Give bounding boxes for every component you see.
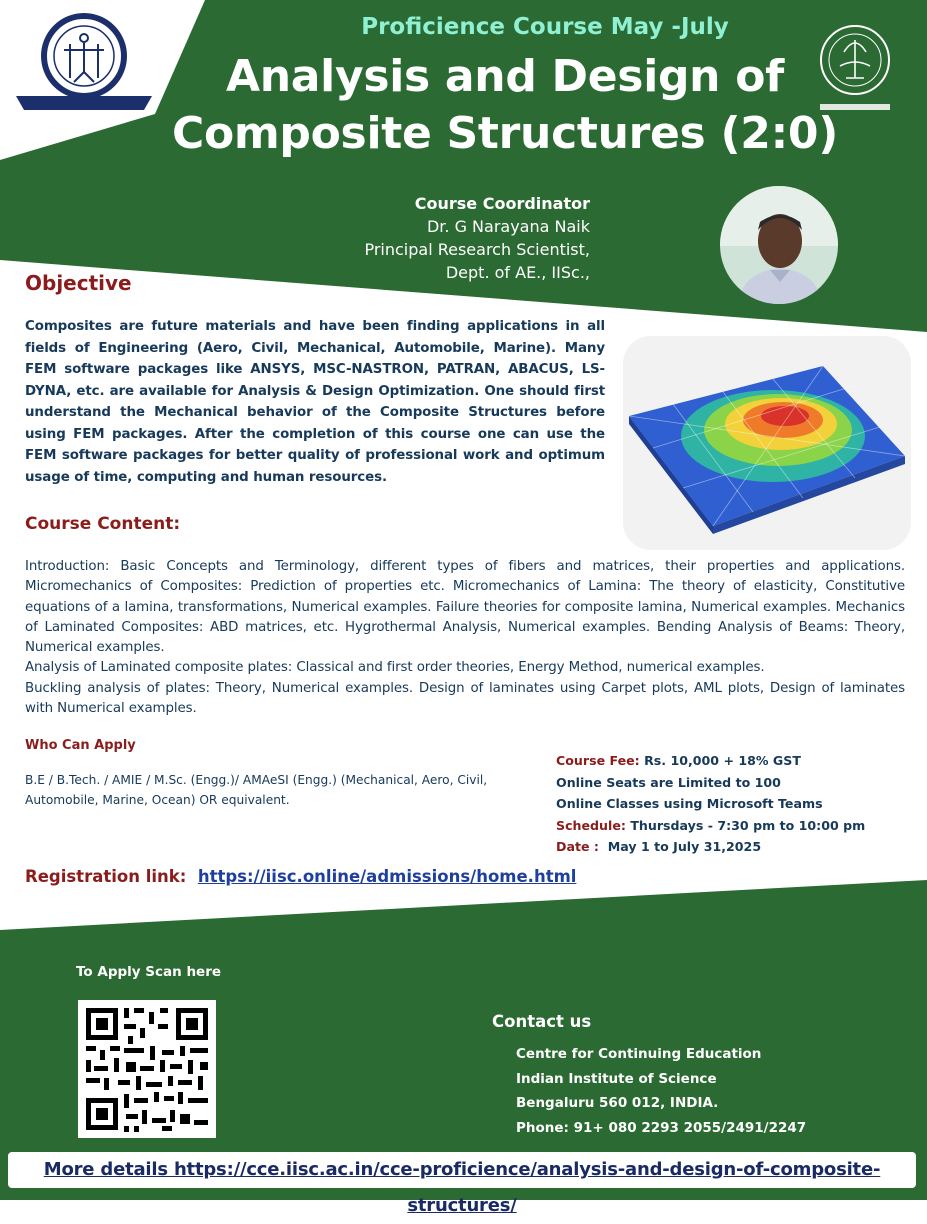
schedule-label: Schedule: — [556, 817, 626, 833]
course-content-heading: Course Content: — [25, 514, 181, 534]
coordinator-photo — [720, 186, 838, 304]
date-value: May 1 to July 31,2025 — [607, 839, 762, 854]
scan-label: To Apply Scan here — [76, 964, 222, 980]
course-details — [556, 750, 916, 858]
course-subtitle: Proficience Course May -July — [361, 14, 729, 40]
contact-line-2: Indian Institute of Science — [516, 1070, 717, 1087]
schedule-row — [556, 815, 916, 837]
contact-line-1: Centre for Continuing Education — [516, 1046, 762, 1062]
schedule-value: Thursdays - 7:30 pm to 10:00 pm — [630, 817, 866, 833]
who-can-apply-heading: Who Can Apply — [25, 738, 136, 753]
coordinator-dept: Dept. of AE., IISc., — [445, 263, 590, 282]
who-can-apply-text: B.E / B.Tech. / AMIE / M.Sc. (Engg.)/ AMAeSI (Engg.) (Mechanical, Aero, Civil, Automobile, Marine, Ocean) OR equivalent. — [25, 773, 488, 807]
registration-label: Registration link: — [25, 867, 187, 886]
registration-row — [25, 867, 576, 886]
coordinator-position: Principal Research Scientist, — [364, 240, 590, 259]
coordinator-heading: Course Coordinator — [414, 194, 590, 213]
content-paragraph-3: Buckling analysis of plates: Theory, Numerical examples. Design of laminates using Carpet plots, AML plots, Design of laminates with Numerical examples. — [25, 680, 905, 717]
classes-text: Online Classes using Microsoft Teams — [556, 796, 823, 811]
objective-text: Composites are future materials and have been finding applications in all fields of Engineering (Aero, Civil, Mechanical, Automobile, Marine). Many FEM software packages like ANSYS, MSC-NASTRON, PATRAN, ABACUS, LS-DYNA, etc. are available for Analysis & Design Optimization. One should first understand the Mechanical behavior of the Composite Structures before using FEM packages. After the completion of this course one can use the FEM software packages for better quality of professional work and optimum usage of time, computing and human resources. — [25, 319, 605, 485]
contact-heading: Contact us — [492, 1012, 592, 1031]
seats-text: Online Seats are Limited to 100 — [556, 774, 781, 790]
registration-qr-code[interactable] — [78, 1000, 216, 1138]
coordinator-block — [330, 192, 590, 284]
course-content-text — [25, 557, 905, 719]
contact-details — [516, 1042, 806, 1140]
date-row — [556, 836, 916, 858]
contact-phone: Phone: 91+ 080 2293 2055/2491/2247 — [516, 1119, 807, 1136]
cce-logo — [14, 10, 154, 114]
date-label: Date : — [556, 839, 599, 854]
fee-label: Course Fee: — [556, 753, 640, 768]
course-title — [160, 48, 850, 162]
registration-link[interactable]: https://iisc.online/admissions/home.html — [197, 867, 577, 886]
fee-row — [556, 750, 916, 772]
content-paragraph-2: Analysis of Laminated composite plates: Classical and first order theories, Energy Method, numerical examples. — [25, 660, 765, 676]
title-line-1: Analysis and Design of — [226, 51, 784, 102]
more-details-link[interactable]: More details https://cce.iisc.ac.in/cce-proficience/analysis-and-design-of-composite-structures/ — [8, 1152, 916, 1188]
fem-structure-image — [623, 336, 911, 550]
fee-value: Rs. 10,000 + 18% GST — [644, 753, 801, 768]
coordinator-name: Dr. G Narayana Naik — [426, 217, 590, 236]
contact-line-3: Bengaluru 560 012, INDIA. — [516, 1095, 719, 1111]
objective-heading: Objective — [25, 271, 132, 295]
content-paragraph-1: Introduction: Basic Concepts and Terminology, different types of fibers and matrices, their properties and applications. Micromechanics of Composites: Prediction of properties etc. Micromechanics of Lamina: The theory of elasticity, Constitutive equations of a lamina, transformations, Numerical examples. Failure theories for composite lamina, Numerical examples. Mechanics of Laminated Composites: ABD matrices, etc. Hygrothermal Analysis, Numerical examples. Bending Analysis of Beams: Theory, Numerical examples. — [25, 559, 905, 656]
title-line-2: Composite Structures (2:0) — [171, 108, 839, 159]
